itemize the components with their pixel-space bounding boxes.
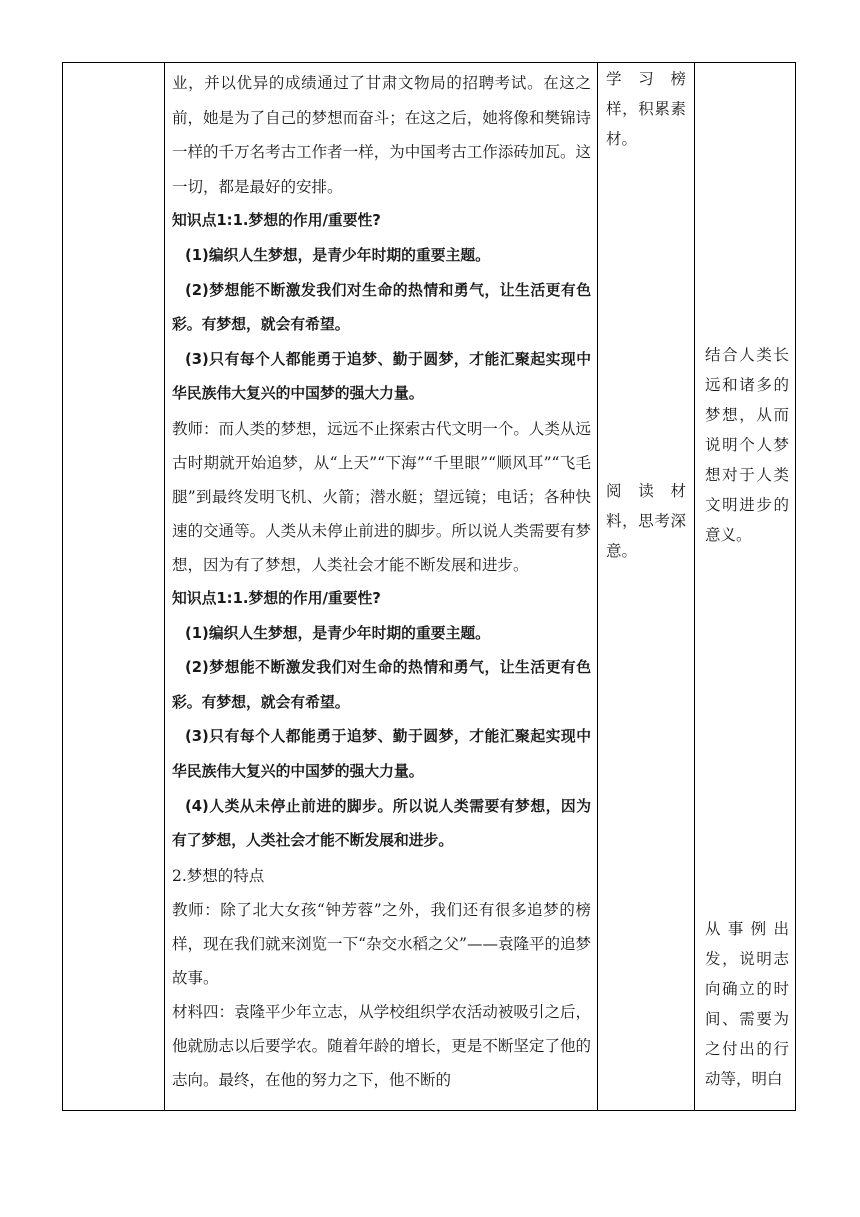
knowledge-point-item: (3)只有每个人都能勇于追梦、勤于圆梦，才能汇聚起实现中华民族伟大复兴的中国梦的强大力量。 [172,350,591,403]
knowledge-point-item: (1)编织人生梦想，是青少年时期的重要主题。 [185,246,490,264]
column-divider [694,62,695,1111]
paragraph: 业，并以优异的成绩通过了甘肃文物局的招聘考试。在这之前，她是为了自己的梦想而奋斗；在这之后，她将像和樊锦诗一样的千万名考古工作者一样，为中国考古工作添砖加瓦。这一切，都是最好的安排。 [172,74,591,196]
paragraph: 教师：而人类的梦想，远远不止探索古代文明一个。人类从远古时期就开始追梦，从“上天”“下海”“千里眼”“顺风耳”“飞毛腿”到最终发明飞机、火箭；潜水艇；望远镜；电话；各种快速的交通等。人类从未停止前进的脚步。所以说人类需要有梦想，因为有了梦想，人类社会才能不断发展和进步。 [172,419,591,574]
knowledge-point-item: (1)编织人生梦想，是青少年时期的重要主题。 [185,624,490,642]
teacher-activity-column [165,62,597,1097]
student-activity-1: 学 习 榜样，积累素材。 [606,70,686,148]
knowledge-point-item: (2)梦想能不断激发我们对生命的热情和勇气，让生活更有色彩。有梦想，就会有希望。 [172,281,591,334]
paragraph: 教师：除了北大女孩“钟芳蓉”之外，我们还有很多追梦的榜样，现在我们就来浏览一下“杂交水稻之父”——袁隆平的追梦故事。 [172,901,591,988]
design-intent-2: 从 事 例 出发，说明志向确立的时间、需要为之付出的行动等，明白 [705,920,789,1088]
student-activity-2: 阅 读 材料，思考深意。 [606,482,686,560]
design-intent-1: 结合人类长远和诸多的梦想，从而说明个人梦想对于人类文明进步的意义。 [705,346,789,544]
knowledge-point-item: (4)人类从未停止前进的脚步。所以说人类需要有梦想，因为有了梦想，人类社会才能不断发展和进步。 [172,797,591,850]
knowledge-point-item: (3)只有每个人都能勇于追梦、勤于圆梦，才能汇聚起实现中华民族伟大复兴的中国梦的强大力量。 [172,728,591,780]
knowledge-point-item: (2)梦想能不断激发我们对生命的热情和勇气，让生活更有色彩。有梦想，就会有希望。 [172,659,591,711]
paragraph: 材料四：袁隆平少年立志，从学校组织学农活动被吸引之后，他就励志以后要学农。随着年龄的增长，更是不断坚定了他的志向。最终，在他的努力之下，他不断的 [172,1003,591,1090]
section-heading: 2.梦想的特点 [172,866,265,885]
column-divider [597,62,598,1111]
knowledge-point-heading: 知识点1:1.梦想的作用/重要性? [172,212,381,230]
knowledge-point-heading: 知识点1:1.梦想的作用/重要性? [172,589,381,607]
